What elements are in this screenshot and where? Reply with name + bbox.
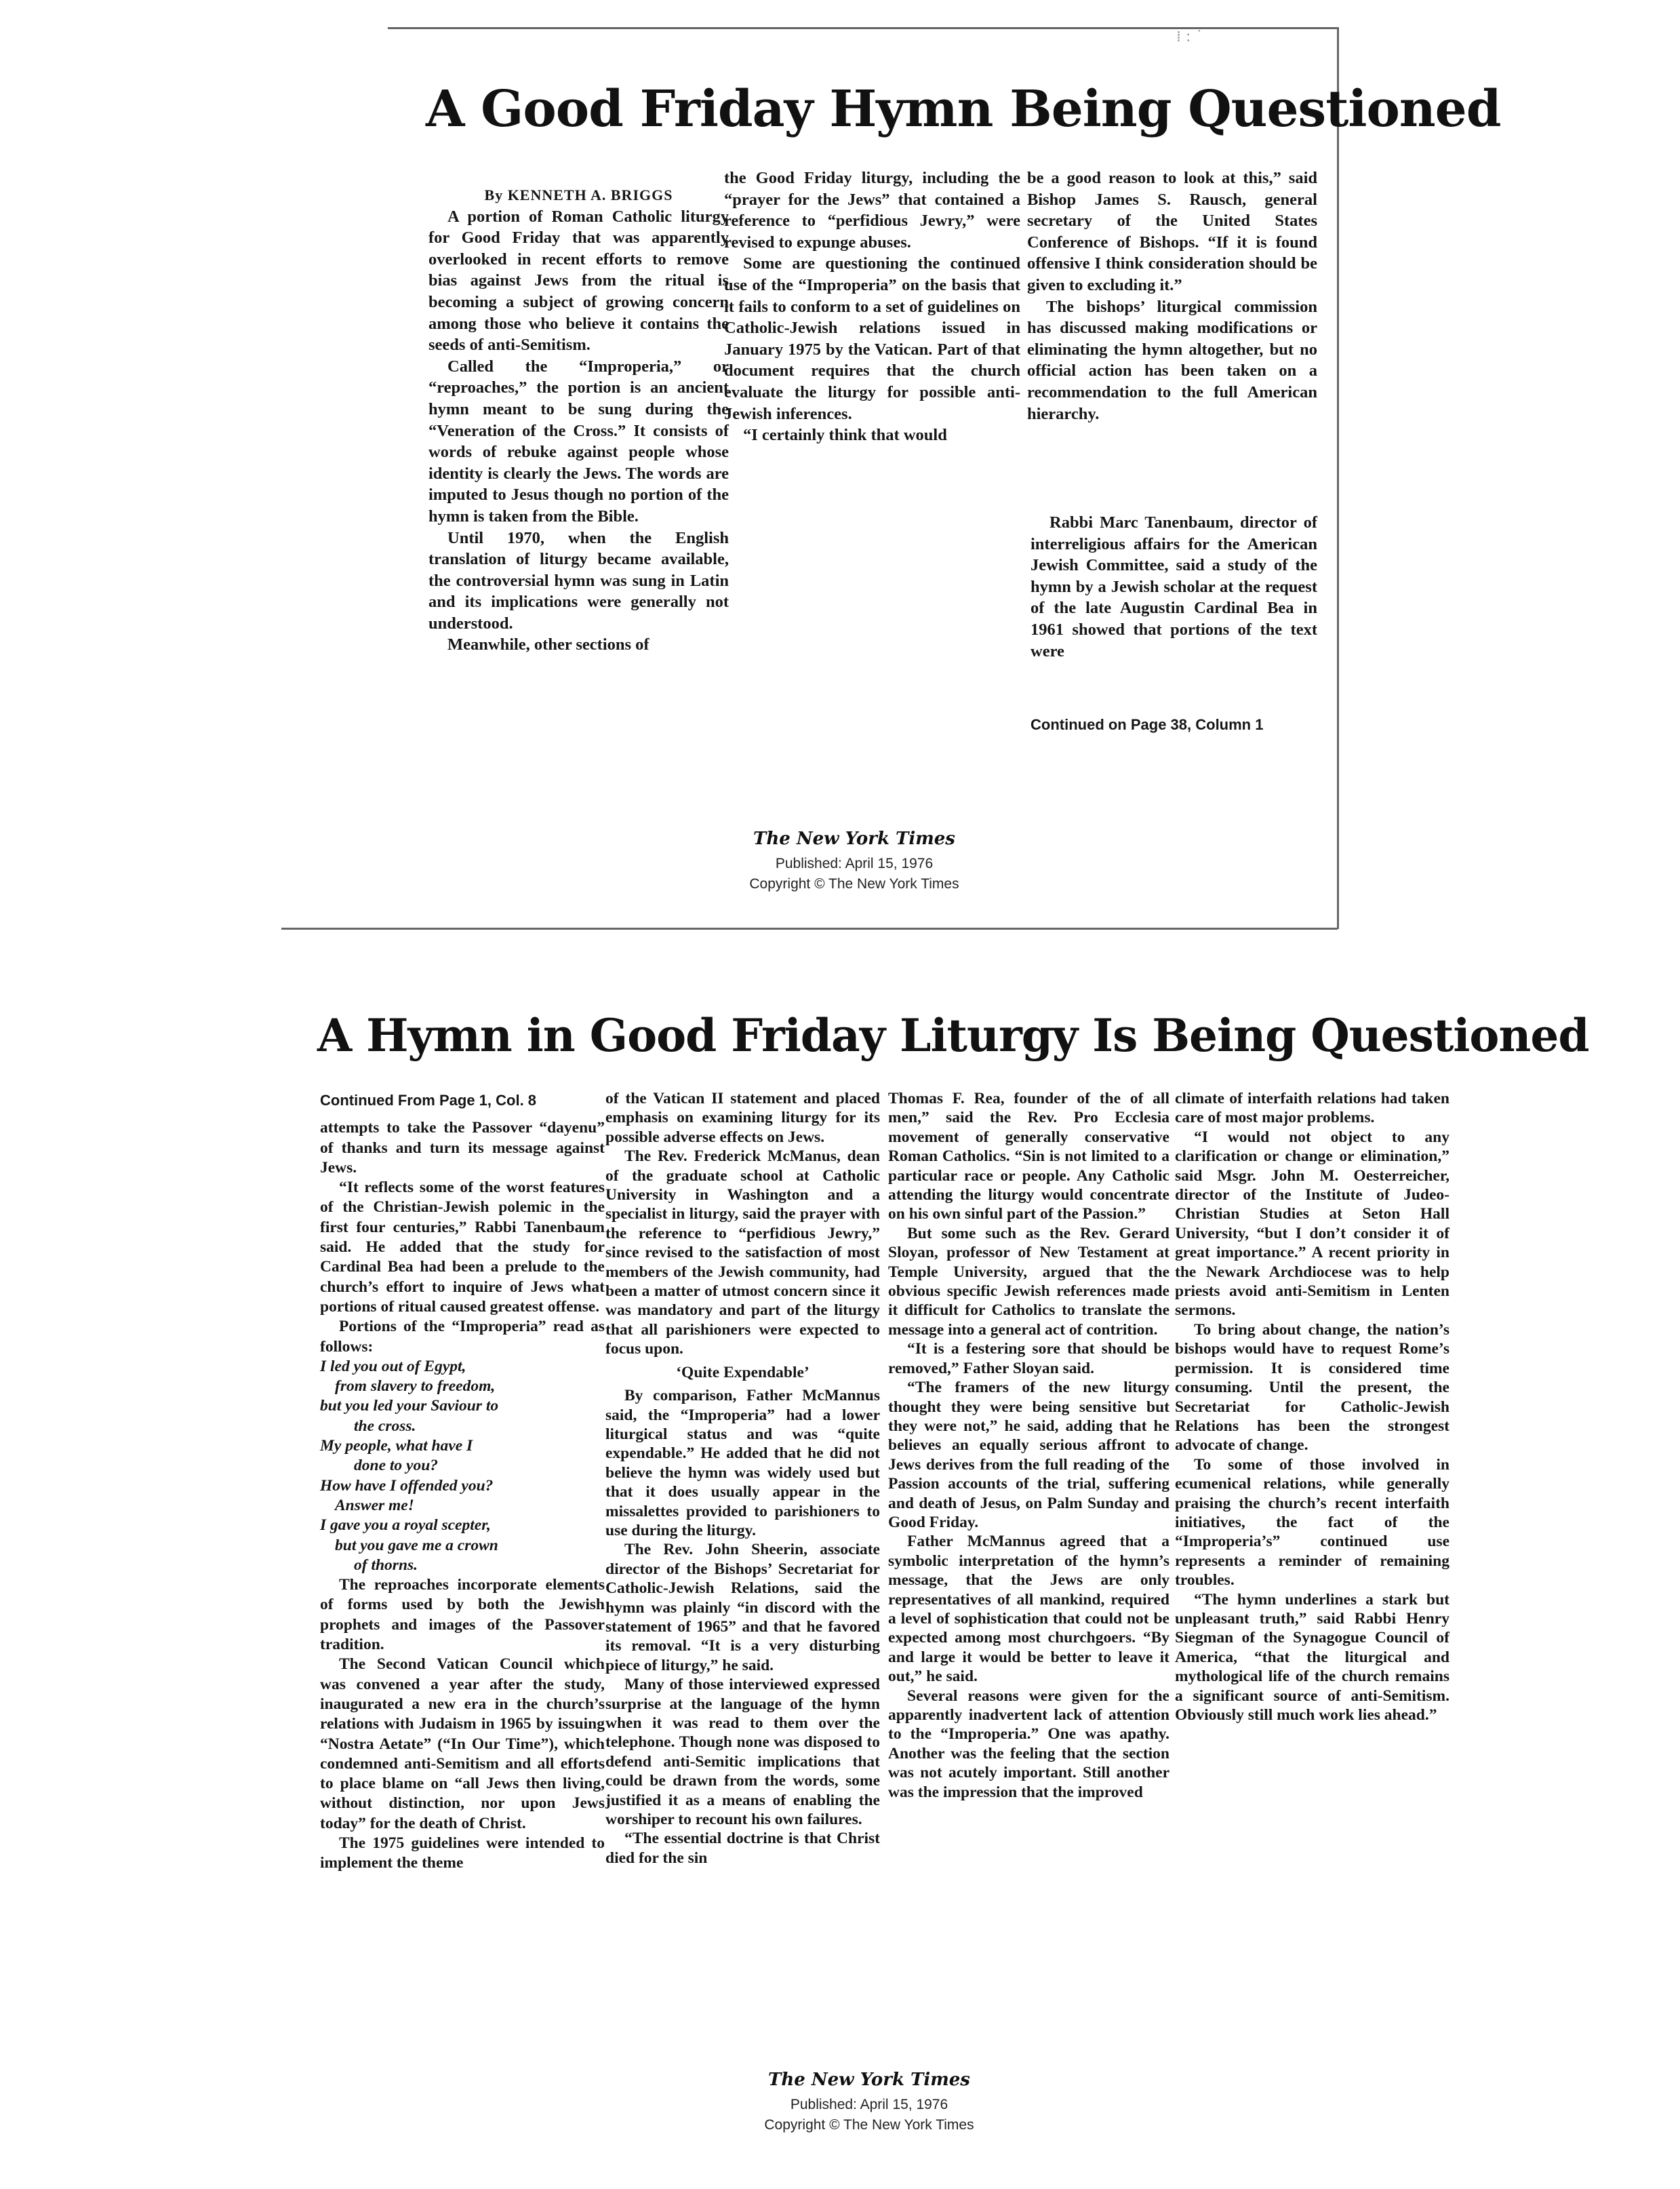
poem-line-9: I gave you a royal scepter,: [320, 1516, 491, 1535]
clip1-headline: A Good Friday Hymn Being Questioned: [426, 80, 1501, 138]
clip2-c1-p2: “It reflects some of the worst features of the Christian-Jewish polemic in the first four centuries,” Rabbi Tanenbaum said. He added that the study for Cardinal Bea had been a prelude to the church’s effort to inquire of Jews what portions of ritual caused greatest offense.: [320, 1179, 605, 1316]
clip1-c2-p1: the Good Friday liturgy, including the “prayer for the Jews” that contained a reference to “perfidious Jewry,” were revised to expunge abuses.: [724, 169, 1020, 252]
clip2-continued-from: Continued From Page 1, Col. 8: [320, 1092, 537, 1109]
clip2-published: Published: April 15, 1976: [790, 2097, 948, 2112]
poem-line-11: of thorns.: [354, 1556, 418, 1574]
clip2-column-1: [320, 1090, 605, 1874]
poem-line-10: but you gave me a crown: [335, 1536, 498, 1554]
poem-line-3: but you led your Saviour to: [320, 1397, 499, 1415]
clip2-c2-p1: of the Vatican II statement and placed emphasis on examining liturgy for its possible adverse effects on Jews.: [605, 1090, 880, 1146]
clip1-continued-line: Continued on Page 38, Column 1: [1031, 716, 1264, 733]
clip2-c3-p6: Several reasons were given for the apparently inadvertent lack of attention to the “Improperia.” One was apathy. Another was the feeling that the section was not acutely important. Still another was the impression that the improved: [888, 1687, 1169, 1801]
clip1-c3-p2: The bishops’ liturgical commission has discussed making modifications or eliminating the hymn altogether, but no official action has been taken on a recommendation to the full American hierarchy.: [1027, 297, 1317, 423]
clip2-nyt-logo: The New York Times: [768, 2070, 970, 2090]
clip1-column-1: [428, 184, 729, 656]
clip2-c1-p6: The 1975 guidelines were intended to implement the theme: [320, 1834, 605, 1872]
poem-line-8: Answer me!: [335, 1496, 414, 1514]
clip2-column-2: [605, 1089, 880, 1868]
clip2-column-3: [888, 1089, 1169, 1802]
clip1-c1-p2: Called the “Improperia,” or “reproaches,” the portion is an ancient hymn meant to be sung during the “Veneration of the Cross.” It consists of words of rebuke against people whose identity is clearly the Jews. The words are imputed to Jesus though no portion of the hymn is taken from the Bible.: [428, 357, 729, 526]
clip-divider-rule: [281, 928, 1338, 930]
clip2-copyright: Copyright © The New York Times: [764, 2117, 974, 2133]
clip2-column-4: [1175, 1089, 1449, 1724]
clip1-column-2: [724, 167, 1020, 446]
clip2-c2-p6: “The essential doctrine is that Christ died for the sin: [605, 1830, 880, 1867]
clip1-c3b-p1: Rabbi Marc Tanenbaum, director of interreligious affairs for the American Jewish Committee, said a study of the hymn by a Jewish scholar at the request of the late Augustin Cardinal Bea in 1961 showed that portions of the text were: [1031, 513, 1317, 660]
clip2-headline: A Hymn in Good Friday Liturgy Is Being Questioned: [317, 1009, 1589, 1062]
clip1-c2-p3: “I certainly think that would: [743, 426, 947, 445]
poem-line-5: My people, what have I: [320, 1437, 473, 1455]
clip1-c1-p1: A portion of Roman Catholic liturgy for Good Friday that was apparently overlooked in recent efforts to remove bias against Jews from the ritual is becoming a subject of growing concern among those who believe it contains the seeds of anti-Semitism.: [428, 207, 729, 355]
clip1-byline: By KENNETH A. BRIGGS: [484, 186, 673, 203]
clip2-c2-p2: The Rev. Frederick McManus, dean of the graduate school at Catholic University in Washington and a specialist in liturgy, said the prayer with the reference to “perfidious Jewry,” since revised to the satisfaction of most members of the Jewish community, had been a matter of utmost concern since it was mandatory and part of the liturgy that all parishioners were expected to focus upon.: [605, 1147, 880, 1358]
clip2-poem: [320, 1357, 605, 1575]
clip2-c4-p2: “I would not object to any clarification or change or elimination,” said Msgr. John M. Oesterreicher, director of the Institute of Judeo-Christian Studies at Seton Hall University, “but I don’t consider it of great importance.” A recent priority in the Newark Archdiocese was to help priests avoid anti-Semitism in Lenten sermons.: [1175, 1128, 1449, 1320]
poem-line-4: the cross.: [354, 1417, 416, 1435]
clip2-subhead: ‘Quite Expendable’: [676, 1363, 809, 1381]
clip2-c1-p5: The Second Vatican Council which was convened a year after the study, inaugurated a new era in the church’s relations with Judaism in 1965 by issuing “Nostra Aetate” (“In Our Time”), which condemned anti-Semitism and all efforts to place blame on “all Jews then living, without distinction, nor upon Jews today” for the death of Christ.: [320, 1655, 605, 1832]
poem-line-1: I led you out of Egypt,: [320, 1357, 466, 1375]
poem-line-7: How have I offended you?: [320, 1476, 494, 1495]
clip2-c3-p1: Thomas F. Rea, founder of the of all men,” said the Rev. Pro Ecclesia movement of generally conservative Roman Catholics. “Sin is not limited to a particular race or people. Any Catholic attending the liturgy would concentrate on his own sinful part of the Passion.”: [888, 1090, 1169, 1223]
clip2-c4-p1: climate of interfaith relations had taken care of most major problems.: [1175, 1090, 1449, 1127]
clip2-c3-p2: But some such as the Rev. Gerard Sloyan, professor of New Testament at Temple University, argued that the obvious specific Jewish references made it difficult for Catholics to translate the message into a general act of contrition.: [888, 1224, 1169, 1339]
clip1-c1-p3: Until 1970, when the English translation of liturgy became available, the controversial hymn was sung in Latin and its implications were generally not understood.: [428, 528, 729, 633]
clip1-column-3: [1027, 167, 1317, 425]
clip2-c3-p4: “The framers of the new liturgy thought they were being sensitive but they were not,” he said, adding that he believes an equally serious affront to Jews derives from the full reading of the Passion accounts of the trial, suffering and death of Jesus, on Palm Sunday and Good Friday.: [888, 1379, 1169, 1531]
clip1-continued: [1031, 714, 1322, 736]
clip1-published: Published: April 15, 1976: [775, 856, 934, 871]
clip2-c1-p1: attempts to take the Passover “dayenu” of thanks and turn its message against Jews.: [320, 1119, 605, 1177]
clip2-c4-p5: “The hymn underlines a stark but unpleasant truth,” said Rabbi Henry Siegman of the Synagogue Council of America, “that the liturgical and mythological life of the church remains a significant source of anti-Semitism. Obviously still much work lies ahead.”: [1175, 1590, 1449, 1724]
clip1-c2-p2: Some are questioning the continued use of the “Improperia” on the basis that it fails to conform to a set of guidelines on Catholic-Jewish relations issued in January 1975 by the Vatican. Part of that document requires that the church evaluate the liturgy for possible anti-Jewish inferences.: [724, 254, 1020, 423]
clip2-c2-p5: Many of those interviewed expressed surprise at the language of the hymn when it was read to them over the telephone. Though none was disposed to defend anti-Semitic implications that could be drawn from the words, some justified it as a means of enabling the worshiper to recount his own failures.: [605, 1676, 880, 1829]
clip1-c3-p1: be a good reason to look at this,” said Bishop James S. Rausch, general secretary of the United States Conference of Bishops. “If it is found offensive I think consideration should be given to excluding it.”: [1027, 169, 1317, 294]
clip2-c4-p4: To some of those involved in ecumenical relations, while generally praising the church’s recent interfaith initiatives, the fact of the “Improperia’s” continued use represents a reminder of remaining troubles.: [1175, 1455, 1449, 1590]
clip2-c2-p4: The Rev. John Sheerin, associate director of the Bishops’ Secretariat for Catholic-Jewish Relations, said the hymn was plainly “in discord with the statement of 1965” and that he favored its removal. “It is a very disturbing piece of liturgy,” he said.: [605, 1541, 880, 1674]
clip2-c3-p5: Father McMannus agreed that a symbolic interpretation of the hymn’s message, that the Jews are only representatives of all mankind, required a level of sophistication that could not be expected among most churchgoers. “By and large it would be better to leave it out,” he said.: [888, 1533, 1169, 1686]
poem-line-2: from slavery to freedom,: [335, 1377, 496, 1396]
clip2-c1-p4: The reproaches incorporate elements of forms used by both the Jewish prophets and images of the Passover tradition.: [320, 1576, 605, 1654]
clip1-right-rule: [1337, 27, 1339, 929]
clip1-column-3b: [1031, 512, 1317, 662]
clip2-c3-p3: “It is a festering sore that should be removed,” Father Sloyan said.: [888, 1340, 1169, 1377]
clip2-c4-p3: To bring about change, the nation’s bishops would have to request Rome’s permission. It is considered time consuming. Until the present, the Secretariat for Catholic-Jewish Relations has been the strongest advocate of change.: [1175, 1320, 1449, 1455]
poem-line-6: done to you?: [354, 1457, 439, 1475]
clip1-copyright: Copyright © The New York Times: [749, 876, 959, 892]
clip1-c1-p4: Meanwhile, other sections of: [447, 635, 649, 654]
clip2-c2-p3: By comparison, Father McMannus said, the “Improperia” had a lower liturgical status and was “quite expendable.” He added that he did not believe the hymn was widely used but that it does usually appear in the missalettes provided to parishioners to use during the liturgy.: [605, 1387, 880, 1539]
clip1-nyt-logo: The New York Times: [753, 829, 955, 849]
clip2-c1-p3: Portions of the “Improperia” read as follows:: [320, 1318, 605, 1356]
page-mark-scribble: ⁞ ꞉ ˙: [1176, 28, 1203, 45]
